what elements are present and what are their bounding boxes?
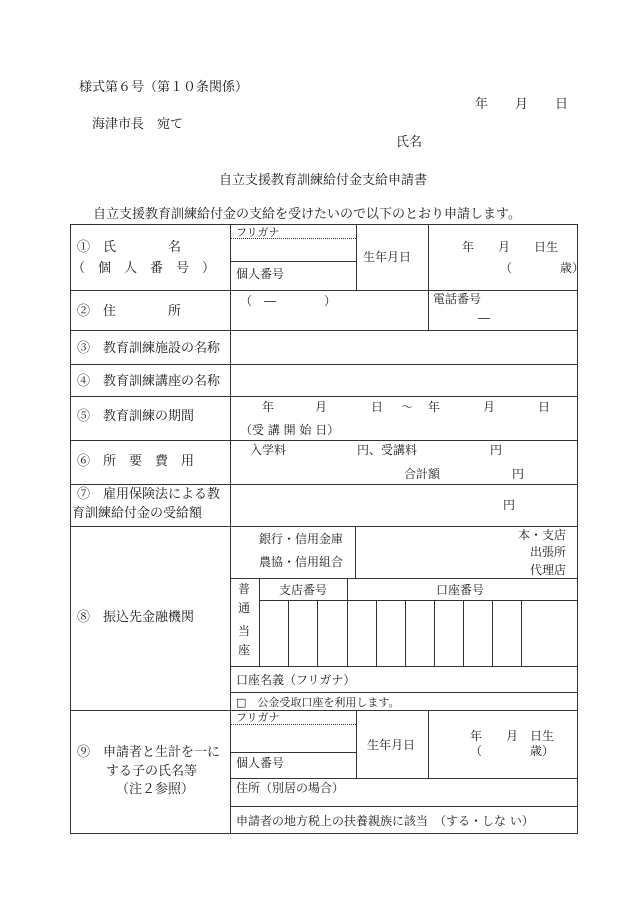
label-column-divider: [230, 224, 231, 834]
row7-label-line1: ⑦ 雇用保険法による教: [77, 487, 221, 502]
row9-birth-label: 生年月日: [367, 738, 416, 752]
row1-furigana-label: フリガナ: [236, 226, 280, 239]
table-border-right: [577, 224, 578, 834]
date-day: 日: [555, 97, 569, 112]
row8-account-number-header: 口座番号: [436, 583, 485, 597]
row9-birth-left: [356, 710, 357, 778]
row9-dependent-top: [230, 806, 578, 807]
row-separator: [70, 440, 578, 441]
row8-account-cell: [405, 600, 406, 666]
row5-start-note: （受 講 開 始 日）: [240, 423, 340, 437]
row9-address-top: [230, 778, 578, 779]
date-month: 月: [515, 97, 529, 112]
row8-branch-number-header: 支店番号: [279, 583, 328, 597]
row1-birth-ymd: 年 月 日生: [462, 240, 559, 254]
row8-label: ⑧ 振込先金融機関: [77, 610, 195, 625]
row8-branch-cell: [317, 600, 318, 666]
row9-label-line2: する子の氏名等: [106, 764, 198, 779]
intro-text: 自立支援教育訓練給付金の支給を受けたいので以下のとおり申請します。: [93, 207, 521, 222]
row6-yen-2: 円: [512, 467, 525, 481]
row8-account-cell: [376, 600, 377, 666]
row8-bank-bottom: [230, 578, 578, 579]
row1-age: （ 歳）: [500, 261, 585, 275]
row2-phone-divider: [428, 290, 429, 330]
row5-end-year: 年: [428, 400, 441, 414]
row7-label-line2: 育訓練給付金の受給額: [72, 506, 203, 521]
row8-numbers-bottom: [230, 666, 578, 667]
row1-birth-left: [356, 224, 357, 290]
row8-account-type-char: 当: [238, 624, 251, 638]
row9-dependent-note[interactable]: 申請者の地方税上の扶養親族に該当 （する・しな い）: [236, 814, 534, 828]
row8-account-holder: 口座名義（フリガナ）: [236, 673, 356, 687]
row6-yen-jukou: 円、受講料: [357, 443, 418, 457]
row5-end-month: 月: [483, 400, 496, 414]
row8-account-type-divider: [259, 578, 260, 666]
row1-birth-right: [428, 224, 429, 290]
row8-account-type-char: 普: [238, 582, 251, 596]
row8-account-cell: [434, 600, 435, 666]
row8-branch-type-1: 本・支店: [518, 528, 567, 542]
row9-name-separator: [230, 752, 356, 753]
row6-entrance-label: 入学料: [250, 443, 287, 457]
row8-account-cell: [463, 600, 464, 666]
row2-postal: （ ― ）: [240, 294, 337, 308]
row8-bank-type-1: 銀行・信用金庫: [259, 532, 344, 546]
row8-account-type-char: 通: [238, 601, 251, 615]
row5-label: ⑤ 教育訓練の期間: [77, 409, 195, 424]
addressee: 海津市長 宛て: [92, 117, 184, 132]
row1-kojin-bango-label: 個人番号: [236, 267, 285, 281]
row-separator: [70, 290, 578, 291]
form-number: 様式第６号（第１０条関係）: [79, 80, 249, 95]
row2-label: ② 住 所: [77, 304, 182, 319]
row-separator: [70, 526, 578, 527]
row-separator: [70, 484, 578, 485]
row2-phone-dash: ―: [478, 311, 490, 325]
row9-label-line1: ⑨ 申請者と生計を一に: [77, 745, 221, 760]
row8-account-type-char: 座: [238, 643, 251, 657]
row1-birth-label: 生年月日: [363, 250, 412, 264]
row8-bank-divider: [355, 526, 356, 578]
row8-account-cell: [492, 600, 493, 666]
row8-branch-type-3: 代理店: [530, 563, 567, 577]
row6-yen-1: 円: [490, 443, 503, 457]
row-separator: [70, 396, 578, 397]
row9-furigana-dotted-line: [230, 724, 356, 725]
row5-end-day: 日: [538, 400, 551, 414]
row8-number-header-bottom: [259, 600, 578, 601]
row-separator: [70, 330, 578, 331]
row8-branch-account-divider: [347, 578, 348, 666]
row8-branch-cell: [288, 600, 289, 666]
row9-kojin-bango-label: 個人番号: [236, 756, 285, 770]
row-separator: [70, 710, 578, 711]
row8-bank-type-2: 農協・信用組合: [259, 555, 344, 569]
row8-account-cell: [521, 600, 522, 666]
row5-tilde: 〜: [401, 400, 414, 414]
row9-furigana-label: フリガナ: [236, 711, 280, 724]
row5-start-day: 日: [371, 400, 384, 414]
row2-phone-label: 電話番号: [433, 292, 482, 306]
table-border-top: [70, 224, 578, 225]
row4-label: ④ 教育訓練講座の名称: [77, 374, 221, 389]
row1-name-separator: [230, 261, 356, 262]
row9-label-line3: （注２参照）: [116, 782, 195, 797]
row9-birth-ymd: 年 月 日生: [470, 729, 555, 743]
row5-start-month: 月: [315, 400, 328, 414]
table-border-left: [70, 224, 71, 834]
row1-label-name: ① 氏 名: [77, 240, 182, 255]
row6-total-label: 合計額: [404, 467, 441, 481]
row9-address-label: 住所（別居の場合）: [236, 781, 345, 795]
row9-age: （ 歳）: [470, 744, 555, 758]
row9-birth-right: [428, 710, 429, 778]
row6-label: ⑥ 所 要 費 用: [77, 454, 195, 469]
row3-label: ③ 教育訓練施設の名称: [77, 341, 221, 356]
row8-branch-type-2: 出張所: [530, 545, 567, 559]
row7-yen: 円: [503, 498, 516, 512]
date-year: 年: [475, 97, 489, 112]
table-border-bottom: [70, 833, 578, 834]
row5-start-year: 年: [262, 400, 275, 414]
row1-label-number: （ 個 人 番 号 ）: [72, 261, 216, 276]
row-separator: [70, 364, 578, 365]
document-title: 自立支援教育訓練給付金支給申請書: [219, 173, 428, 188]
row8-holder-bottom: [230, 692, 578, 693]
row8-public-account[interactable]: □ 公金受取口座を利用します。: [236, 696, 400, 709]
applicant-name-label: 氏名: [396, 135, 423, 150]
